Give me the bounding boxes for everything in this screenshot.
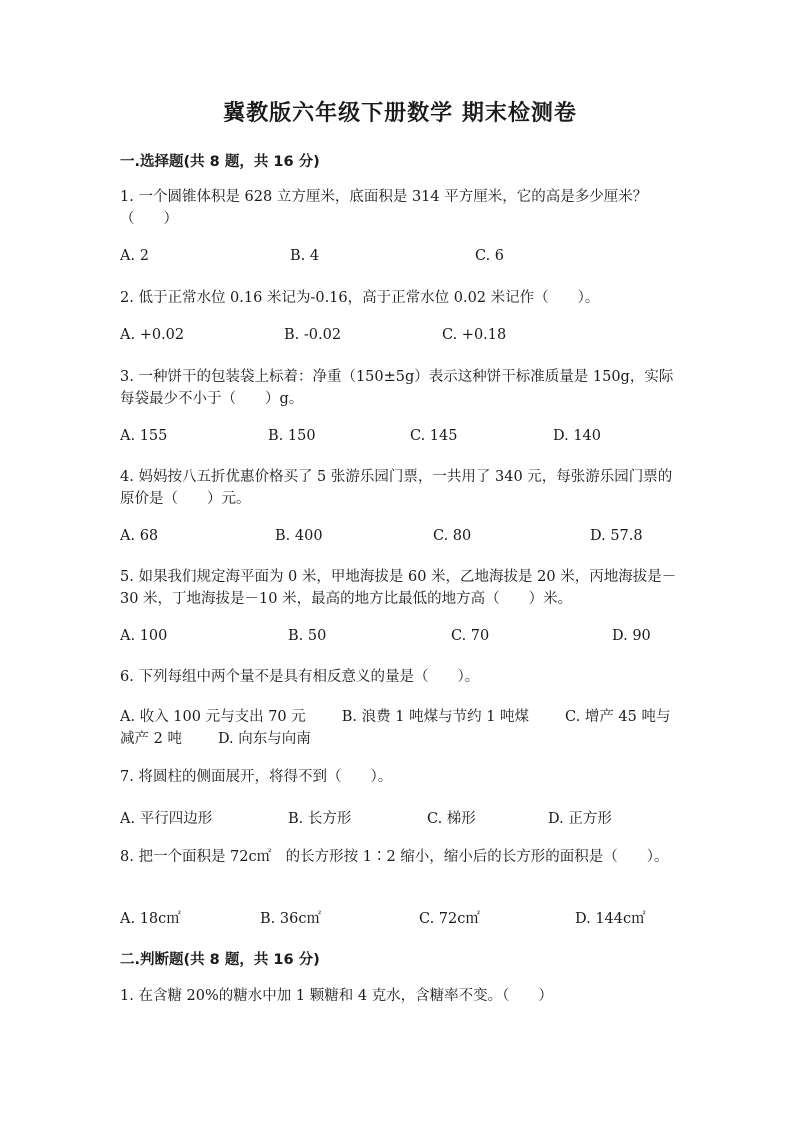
- option-d: D. 90: [612, 628, 651, 644]
- option-c: C. 6: [475, 248, 505, 264]
- option-d: D. 57.8: [590, 528, 643, 544]
- option-d: D. 144c㎡: [575, 911, 646, 927]
- option-d: D. 正方形: [548, 811, 612, 827]
- option-d: D. 140: [553, 428, 602, 444]
- option-a: A. +0.02: [120, 327, 185, 343]
- option-a: A. 平行四边形: [120, 811, 213, 827]
- option-c: C. 增产 45 吨与减产 2 吨: [120, 709, 671, 747]
- options-row: [120, 628, 680, 650]
- option-c: C. +0.18: [442, 327, 507, 343]
- option-b: B. -0.02: [284, 327, 342, 343]
- option-c: C. 80: [433, 528, 472, 544]
- option-a: A. 2: [120, 248, 149, 264]
- question-stem: 5. 如果我们规定海平面为 0 米，甲地海拔是 60 米，乙地海拔是 20 米，丙地海拔是－30 米，丁地海拔是－10 米，最高的地方比最低的地方高（ ）米。: [120, 569, 677, 607]
- option-c: C. 梯形: [427, 811, 476, 827]
- option-a: A. 收入 100 元与支出 70 元: [120, 709, 306, 725]
- option-b: B. 50: [288, 628, 327, 644]
- option-b: B. 长方形: [288, 811, 352, 827]
- options-row: [120, 428, 680, 450]
- option-b: B. 400: [275, 528, 323, 544]
- option-c: C. 145: [410, 428, 458, 444]
- option-c: C. 70: [451, 628, 490, 644]
- option-b: B. 36c㎡: [260, 911, 321, 927]
- options-row: [120, 248, 680, 270]
- option-c: C. 72c㎡: [419, 911, 480, 927]
- option-a: A. 100: [120, 628, 168, 644]
- question-stem: 6. 下列每组中两个量不是具有相反意义的量是（ ）。: [120, 669, 480, 685]
- judgment-stem: 1. 在含糖 20%的糖水中加 1 颗糖和 4 克水，含糖率不变。（ ）: [120, 988, 553, 1004]
- question-stem: 8. 把一个面积是 72c㎡ 的长方形按 1∶2 缩小，缩小后的长方形的面积是（ ）。: [120, 849, 669, 865]
- section-heading-choice: 一.选择题(共 8 题，共 16 分): [120, 154, 320, 170]
- options-row: [120, 907, 680, 929]
- question-stem: 4. 妈妈按八五折优惠价格买了 5 张游乐园门票，一共用了 340 元，每张游乐园门票的原价是（ ）元。: [120, 469, 673, 507]
- section-heading-judgment: 二.判断题(共 8 题，共 16 分): [120, 952, 320, 968]
- option-a: A. 18c㎡: [120, 911, 181, 927]
- option-b: B. 浪费 1 吨煤与节约 1 吨煤: [341, 709, 530, 725]
- question-stem: 7. 将圆柱的侧面展开，将得不到（ ）。: [120, 769, 393, 785]
- option-b: B. 150: [268, 428, 316, 444]
- option-a: A. 155: [120, 428, 168, 444]
- option-a: A. 68: [120, 528, 159, 544]
- question-stem: 2. 低于正常水位 0.16 米记为-0.16，高于正常水位 0.02 米记作（ ）。: [120, 290, 600, 306]
- options-row: [120, 327, 680, 349]
- question-stem: 3. 一种饼干的包装袋上标着：净重（150±5g）表示这种饼干标准质量是 150g，实际每袋最少不小于（ ）g。: [120, 369, 674, 407]
- question-stem: 1. 一个圆锥体积是 628 立方厘米，底面积是 314 平方厘米，它的高是多少厘米？（ ）: [120, 189, 648, 227]
- options-row: [120, 528, 680, 550]
- option-d: D. 向东与向南: [217, 731, 311, 747]
- options-row: [120, 807, 680, 829]
- options-block: [120, 706, 680, 750]
- option-b: B. 4: [290, 248, 320, 264]
- page-title: 冀教版六年级下册数学 期末检测卷: [223, 101, 577, 126]
